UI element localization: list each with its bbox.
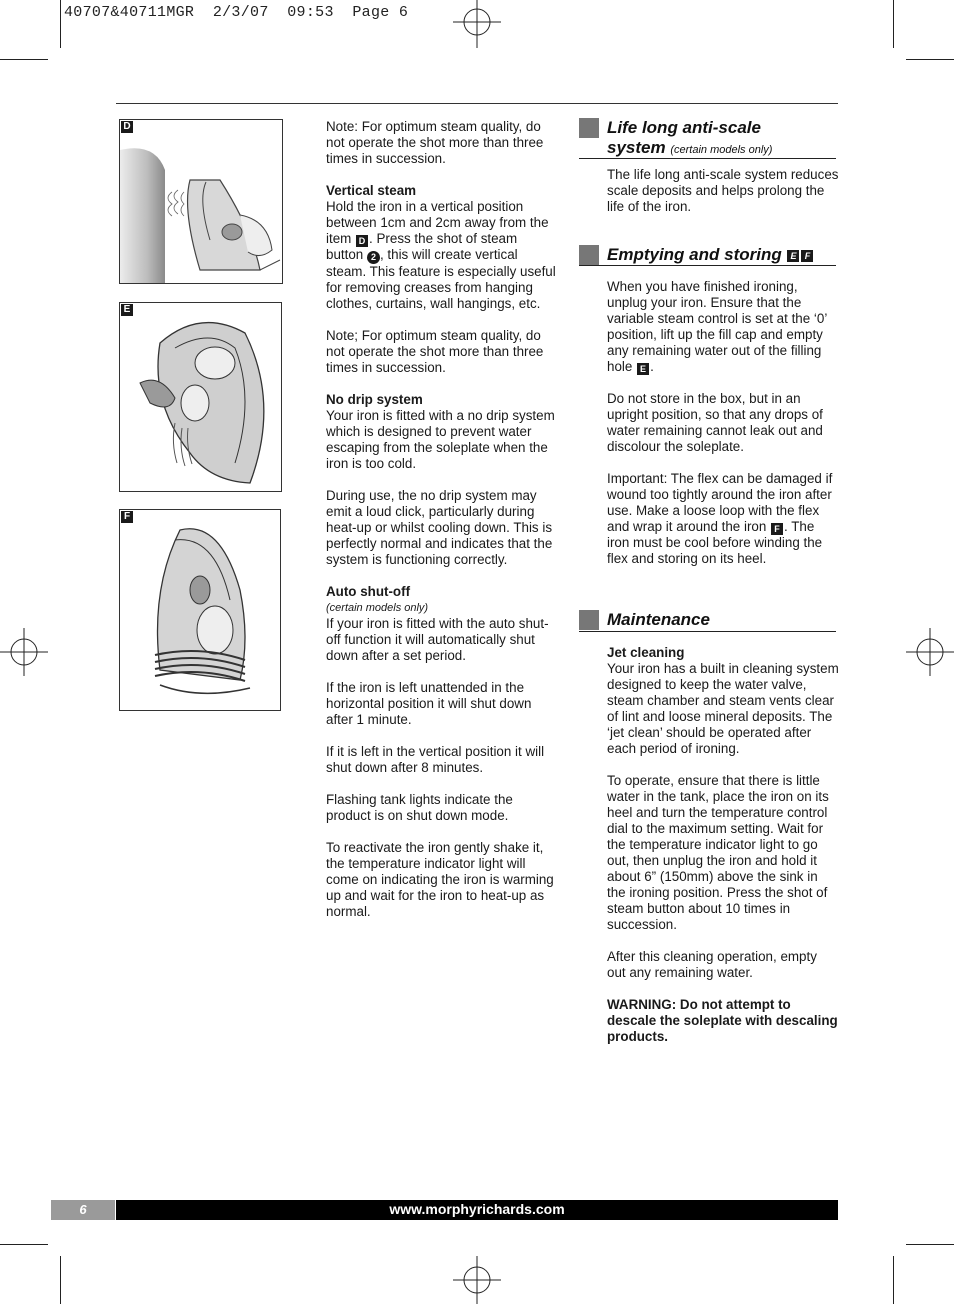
auto-shutoff-heading: Auto shut-off [326, 584, 411, 599]
emptying-text-b: . [650, 359, 654, 374]
vertical-steam-text-a: Hold the iron in a vertical position between 1cm and 2cm away from the item [326, 199, 549, 246]
section-title-line1: Life long anti-scale [607, 118, 761, 137]
section-title-maintenance: Maintenance [607, 610, 710, 629]
printer-slug: 40707&40711MGR 2/3/07 09:53 Page 6 [64, 4, 409, 21]
emptying-text-c: Important: The flex can be damaged if wound too tightly around the iron after use. Make a loose loop with the flex and wrap it around the iron [607, 471, 833, 534]
figure-ref-e: E [637, 363, 649, 375]
warning-text: WARNING: Do not attempt to descale the soleplate with descaling products. [607, 997, 838, 1044]
iron-storage-illustration [120, 510, 281, 711]
figure-e [119, 302, 282, 492]
crop-mark [893, 1256, 894, 1304]
vertical-steam-paragraph [326, 199, 558, 312]
top-rule [116, 103, 838, 104]
auto-shutoff-paragraph: If the iron is left unattended in the horizontal position it will shut down after 1 minute. [326, 680, 532, 727]
no-drip-paragraph: Your iron is fitted with a no drip system which is designed to prevent water escaping from the soleplate when the iron is too cold. [326, 408, 555, 471]
section-marker-icon [579, 118, 599, 138]
button-number-badge: 2 [367, 251, 380, 264]
note-paragraph: Note: For optimum steam quality, do not operate the shot more than three times in succession. [326, 119, 544, 166]
auto-shutoff-paragraph: If your iron is fitted with the auto shut-off function it will automatically shut down after a set period. [326, 616, 549, 663]
iron-vertical-steam-illustration [120, 120, 283, 284]
jet-cleaning-paragraph: To operate, ensure that there is little water in the tank, place the iron on its heel and turn the temperature control dial to the maximum setting. Wait for the temperature indicator light to go out, then unplug the iron and hold it about 6” (150mm) above the sink in the ironing position. Press the shot of steam button about 10 times in succession. [607, 773, 829, 932]
auto-shutoff-subtitle: (certain models only) [326, 602, 429, 614]
figure-ref-f: F [771, 523, 783, 535]
jet-cleaning-paragraph: After this cleaning operation, empty out any remaining water. [607, 949, 817, 980]
figure-ref-d: D [356, 235, 368, 247]
auto-shutoff-paragraph: If it is left in the vertical position it will shut down after 8 minutes. [326, 744, 545, 775]
emptying-text-a: When you have finished ironing, unplug your iron. Ensure that the variable steam control is set at the ‘0’ position, lift up the fill cap and empty any remaining water out of the filling hole [607, 279, 827, 374]
section-title-emptying [607, 245, 814, 265]
emptying-paragraph [607, 279, 839, 375]
crop-mark [60, 1256, 61, 1304]
jet-cleaning-heading: Jet cleaning [607, 645, 685, 660]
crop-mark [0, 59, 48, 60]
middle-column [326, 119, 558, 936]
section-subtitle: (certain models only) [670, 144, 773, 156]
emptying-paragraph: Do not store in the box, but in an upright position, so that any drops of water remaining cannot leak out and discolour the soleplate. [607, 391, 823, 454]
crop-mark [60, 0, 61, 48]
section-marker-icon [579, 245, 599, 265]
emptying-body [607, 279, 839, 583]
no-drip-heading: No drip system [326, 392, 423, 407]
footer-url: www.morphyrichards.com [116, 1200, 838, 1220]
section-marker-icon [579, 610, 599, 630]
figure-ref-e: E [787, 250, 799, 262]
figure-label-d: D [121, 121, 133, 133]
auto-shutoff-paragraph: To reactivate the iron gently shake it, the temperature indicator light will come on indicating the iron is warming up and wait for the iron to heat-up as normal. [326, 840, 554, 919]
maintenance-body [607, 645, 839, 1061]
figure-label-e: E [121, 304, 133, 316]
registration-mark-icon [906, 628, 954, 676]
iron-emptying-illustration [120, 303, 282, 492]
crop-mark [0, 1244, 48, 1245]
figure-ref-f: F [801, 250, 813, 262]
section-title-lifelong [607, 118, 772, 160]
crop-mark [906, 1244, 954, 1245]
jet-cleaning-paragraph: Your iron has a built in cleaning system designed to keep the water valve, steam chamber and steam vents clear of lint and loose mineral deposits. The ‘jet clean’ should be operated after each period of ironing. [607, 661, 839, 756]
no-drip-paragraph: During use, the no drip system may emit a loud click, particularly during heat-up or whilst cooling down. This is perfectly normal and indicates that the system is functioning correctly. [326, 488, 553, 567]
page-number: 6 [51, 1200, 115, 1220]
emptying-title-text: Emptying and storing [607, 245, 782, 264]
auto-shutoff-paragraph: Flashing tank lights indicate the product is on shut down mode. [326, 792, 513, 823]
figure-d [119, 119, 283, 284]
section-heading-maintenance [579, 610, 836, 632]
crop-mark [893, 0, 894, 48]
emptying-text-d: . The iron must be cool before winding the flex and storing on its heel. [607, 519, 823, 566]
figure-f [119, 509, 281, 711]
section-heading-lifelong [579, 118, 836, 159]
crop-mark [906, 59, 954, 60]
figure-label-f: F [121, 511, 133, 523]
vertical-steam-heading: Vertical steam [326, 183, 417, 198]
registration-mark-icon [453, 1256, 501, 1304]
lifelong-body [607, 167, 839, 231]
lifelong-paragraph: The life long anti-scale system reduces scale deposits and helps prolong the life of the iron. [607, 167, 839, 214]
vertical-steam-text-c: , this will create vertical steam. This feature is especially useful for removing creases from hanging clothes, curtains, wall hangings, etc. [326, 247, 556, 311]
section-heading-emptying [579, 245, 836, 266]
vertical-steam-text-b: . Press the shot of steam button [326, 231, 518, 262]
registration-mark-icon [453, 0, 501, 48]
section-title-line2: system [607, 138, 666, 157]
registration-mark-icon [0, 628, 48, 676]
note-paragraph: Note; For optimum steam quality, do not operate the shot more than three times in succession. [326, 328, 544, 375]
emptying-paragraph [607, 471, 839, 567]
